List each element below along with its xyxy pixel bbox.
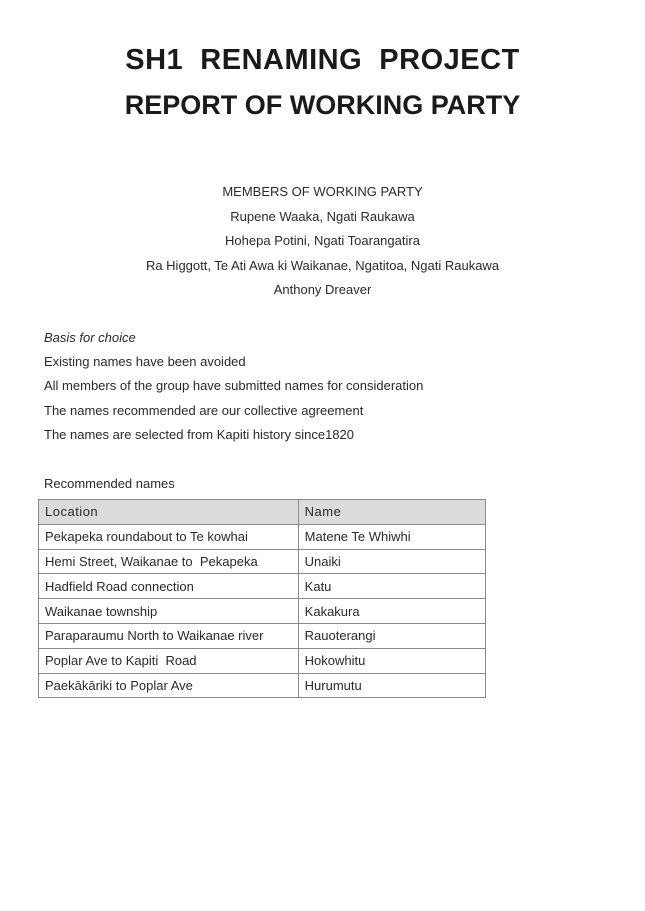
table-row (39, 599, 486, 624)
recommended-names-table (38, 499, 486, 698)
table-row (39, 524, 486, 549)
member-item: Hohepa Potini, Ngati Toarangatira (225, 233, 420, 248)
location-cell: Paekākāriki to Poplar Ave (39, 673, 299, 698)
table-header-row (39, 500, 486, 525)
member-item: Ra Higgott, Te Ati Awa ki Waikanae, Ngatitoa, Ngati Raukawa (145, 257, 500, 273)
location-cell: Waikanae township (39, 599, 299, 624)
name-cell: Rauoterangi (298, 623, 485, 648)
location-cell: Hemi Street, Waikanae to Pekapeka (39, 549, 299, 574)
name-cell: Kakakura (298, 599, 485, 624)
name-cell: Katu (298, 574, 485, 599)
members-section (0, 184, 645, 307)
name-cell: Hokowhitu (298, 648, 485, 673)
member-item: Anthony Dreaver (273, 282, 372, 297)
location-cell: Hadfield Road connection (39, 574, 299, 599)
basis-point: Existing names have been avoided (44, 354, 246, 370)
location-cell: Pekapeka roundabout to Te kowhai (39, 524, 299, 549)
table-row (39, 673, 486, 698)
name-cell: Hurumutu (298, 673, 485, 698)
table-row (39, 574, 486, 599)
document-subtitle: REPORT OF WORKING PARTY (124, 90, 521, 120)
location-cell: Poplar Ave to Kapiti Road (39, 648, 299, 673)
name-cell: Matene Te Whiwhi (298, 524, 485, 549)
column-header-location: Location (39, 500, 299, 525)
location-cell: Paraparaumu North to Waikanae river (39, 623, 299, 648)
column-header-name: Name (298, 500, 485, 525)
member-item: Rupene Waaka, Ngati Raukawa (230, 208, 415, 224)
basis-point: The names are selected from Kapiti history since1820 (44, 426, 354, 442)
basis-heading: Basis for choice (44, 330, 136, 345)
basis-section (44, 330, 423, 451)
table-row (39, 648, 486, 673)
table-row (39, 549, 486, 574)
basis-point: All members of the group have submitted names for consideration (44, 378, 424, 394)
recommended-names-label: Recommended names (44, 476, 175, 491)
basis-point: The names recommended are our collective agreement (44, 402, 364, 418)
members-heading: MEMBERS OF WORKING PARTY (222, 184, 423, 199)
name-cell: Unaiki (298, 549, 485, 574)
document-title: SH1 RENAMING PROJECT (125, 44, 520, 76)
table-row (39, 623, 486, 648)
